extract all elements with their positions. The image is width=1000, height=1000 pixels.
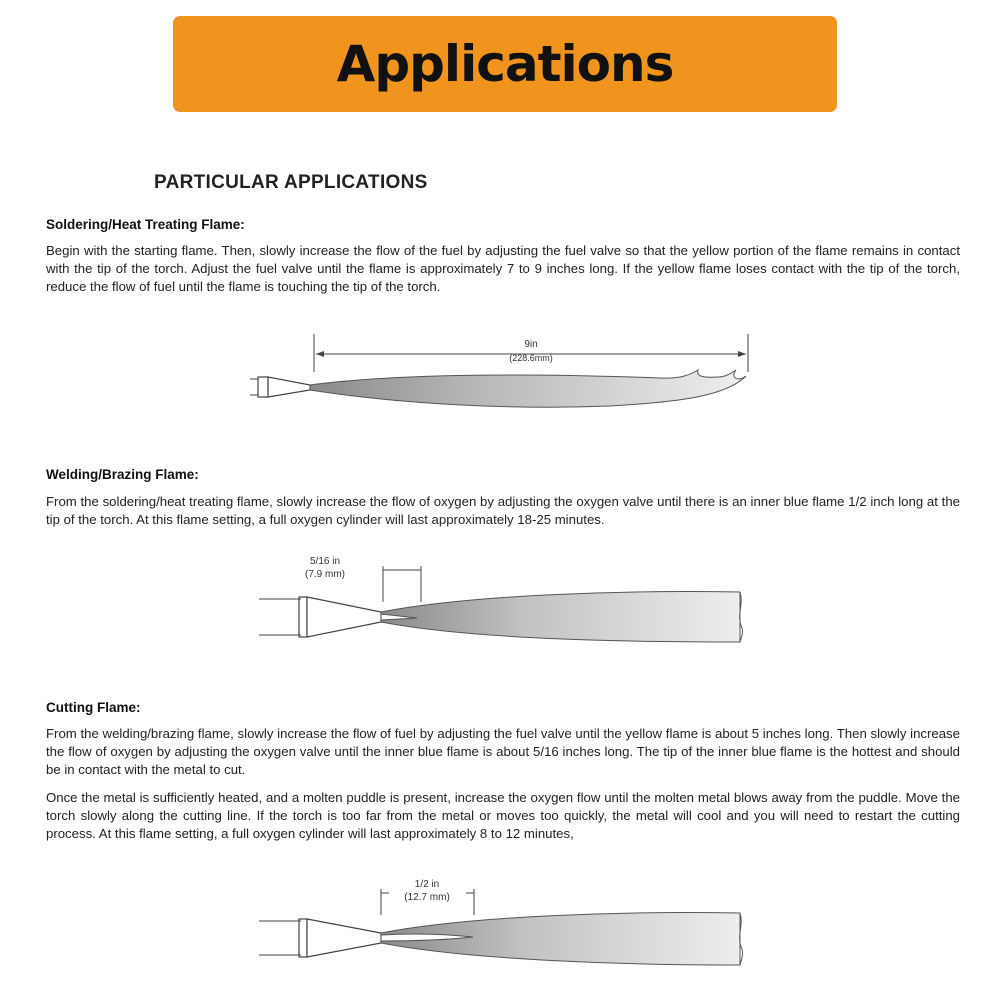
section-title-soldering: Soldering/Heat Treating Flame: bbox=[46, 217, 245, 232]
dim-metric-9in: (228.6mm) bbox=[509, 353, 553, 363]
welding-flame-diagram bbox=[255, 552, 750, 652]
section-title-cutting: Cutting Flame: bbox=[46, 700, 141, 715]
soldering-flame-diagram bbox=[250, 330, 770, 420]
banner-title: Applications bbox=[336, 35, 674, 93]
dim-label-5-16in: 5/16 in bbox=[309, 556, 341, 567]
section-paragraph-welding: From the soldering/heat treating flame, slowly increase the flow of oxygen by adjusting the oxygen valve until there is an inner blue flame 1/2 inch long at the tip of the torch. At this flame setting, a full oxygen cylinder will last approximately 18-25 minutes. bbox=[46, 494, 960, 527]
dim-label-1-2in: 1/2 in bbox=[414, 879, 440, 890]
dim-label-9in: 9in bbox=[524, 339, 538, 350]
page-heading: PARTICULAR APPLICATIONS bbox=[154, 172, 428, 193]
cutting-flame-diagram bbox=[255, 875, 750, 985]
dim-metric-1-2in: (12.7 mm) bbox=[404, 892, 450, 903]
section-paragraph-cutting-1: From the welding/brazing flame, slowly increase the flow of fuel by adjusting the fuel valve until the yellow flame is about 5 inches long. Then slowly increase the flow of oxygen by adjusting the oxygen valve until the inner blue flame is about 5/16 inches long. The tip of the inner blue flame is the hottest and should be in contact with the metal to cut. bbox=[46, 726, 960, 777]
section-paragraph-soldering: Begin with the starting flame. Then, slowly increase the flow of the fuel by adjusting the fuel valve so that the yellow portion of the flame remains in contact with the tip of the torch. Adjust the fuel valve until the flame is approximately 7 to 9 inches long. If the yellow flame loses contact with the tip of the torch, reduce the flow of fuel until the flame is touching the tip of the torch. bbox=[46, 243, 960, 294]
dim-metric-5-16in: (7.9 mm) bbox=[305, 569, 345, 580]
section-paragraph-cutting-2: Once the metal is sufficiently heated, and a molten puddle is present, increase the oxygen flow until the molten metal blows away from the puddle. Move the torch slowly along the cutting line. If the torch is too far from the metal or moves too quickly, the metal will cool and you will need to restart the cutting process. At this flame setting, a full oxygen cylinder will last approximately 8 to 12 minutes, bbox=[46, 790, 960, 841]
title-banner bbox=[173, 16, 837, 112]
section-title-welding: Welding/Brazing Flame: bbox=[46, 467, 199, 482]
